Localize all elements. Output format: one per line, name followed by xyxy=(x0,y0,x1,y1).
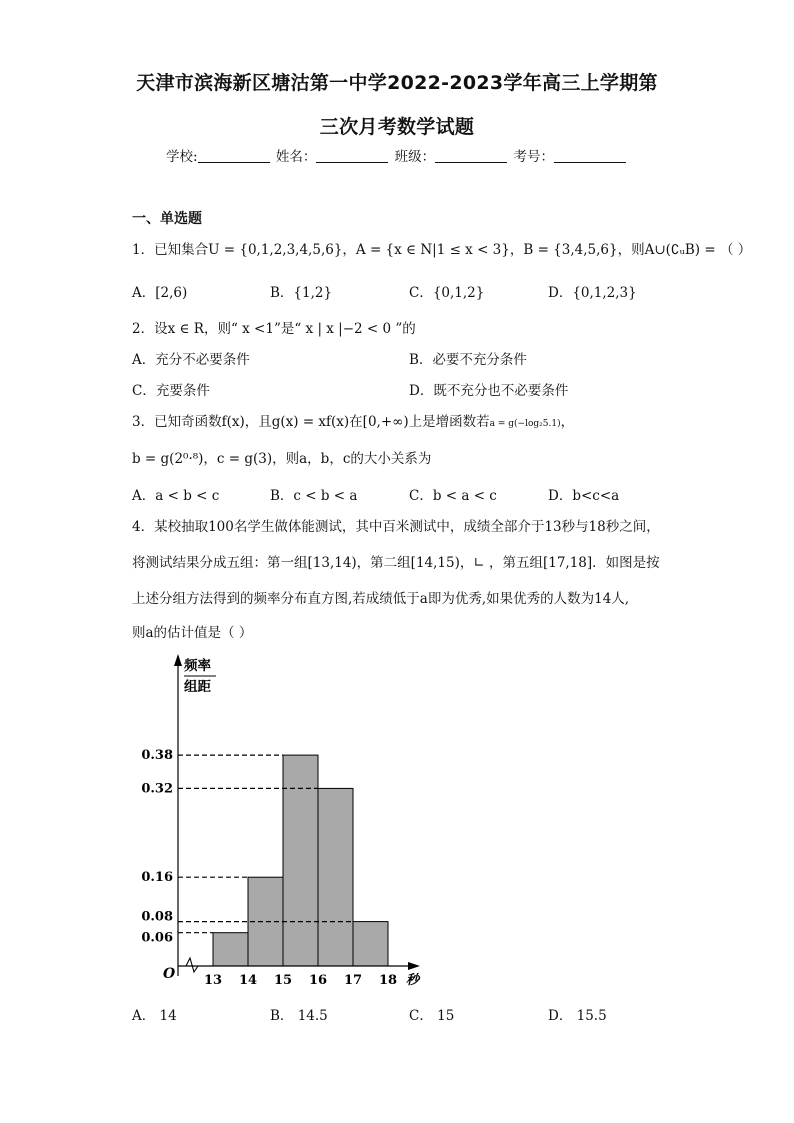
histogram-bar-17-18 xyxy=(353,922,388,966)
axis-break-icon xyxy=(186,958,198,972)
y-tick-label: 0.08 xyxy=(141,909,173,925)
histogram-bar-16-17 xyxy=(318,788,353,966)
q2-option-d: D．既不充分也不必要条件 xyxy=(409,383,569,399)
exam-number-blank xyxy=(554,149,626,163)
x-tick-label: 16 xyxy=(308,973,328,988)
student-info-row xyxy=(0,145,794,165)
q3-stem-formula: a = g(−log₂5.1) xyxy=(489,419,561,429)
q1-option-c: C．{0,1,2} xyxy=(409,285,485,301)
name-blank xyxy=(316,149,388,163)
q2-option-a: A．充分不必要条件 xyxy=(132,352,250,368)
x-tick-label: 15 xyxy=(273,973,293,988)
y-tick-label: 0.38 xyxy=(141,748,173,764)
x-tick-label: 14 xyxy=(238,973,258,988)
q2-option-c: C．充要条件 xyxy=(132,383,210,399)
name-label: 姓名： xyxy=(275,149,317,165)
y-tick-label: 0.16 xyxy=(141,870,173,886)
y-axis-arrow-icon xyxy=(174,654,182,666)
x-tick-label: 18 xyxy=(378,973,398,988)
q3-option-c: C．b < a < c xyxy=(409,488,497,504)
section-heading: 一、单选题 xyxy=(132,211,202,227)
exam-number-label: 考号： xyxy=(513,149,554,165)
q1-option-a: A．[2,6) xyxy=(132,285,188,301)
x-tick-label: 13 xyxy=(203,973,223,988)
page-title-line2: 三次月考数学试题 xyxy=(319,116,475,138)
class-blank xyxy=(435,149,507,163)
question-1-stem: 1．已知集合U = {0,1,2,3,4,5,6}，A = {x ∈ N|1 ≤ x < 3}，B = {3,4,5,6}，则A∪(∁ᵤB) = （ ） xyxy=(132,242,752,258)
question-4-line3: 上述分组方法得到的频率分布直方图,若成绩低于a即为优秀,如果优秀的人数为14人, xyxy=(132,591,630,607)
x-tick-label: 17 xyxy=(343,973,363,988)
question-4-line4: 则a的估计值是（ ） xyxy=(132,625,253,641)
question-3-stem-line1 xyxy=(132,410,574,430)
x-axis-label: 秒 xyxy=(406,973,420,988)
q4-option-c: C． 15 xyxy=(409,1008,455,1024)
q3-stem-comma: ， xyxy=(560,414,575,430)
question-3-stem-line2: b = g(2⁰·⁸)，c = g(3)，则a，b，c的大小关系为 xyxy=(132,451,432,467)
histogram-bar-15-16 xyxy=(283,755,318,966)
q2-option-b: B．必要不充分条件 xyxy=(409,352,527,368)
q1-option-d: D．{0,1,2,3} xyxy=(548,285,637,301)
origin-label: O xyxy=(163,966,176,982)
histogram-bar-13-14 xyxy=(213,933,248,966)
q3-option-a: A．a < b < c xyxy=(132,488,220,504)
q1-option-b: B．{1,2} xyxy=(270,285,333,301)
x-axis-arrow-icon xyxy=(408,962,420,970)
school-blank xyxy=(198,149,270,163)
q4-option-b: B． 14.5 xyxy=(270,1008,328,1024)
page-title-line1: 天津市滨海新区塘沽第一中学2022-2023学年高三上学期第 xyxy=(136,72,658,94)
q3-stem-part1: 3．已知奇函数f(x)，且g(x) = xf(x)在[0,+∞)上是增函数若 xyxy=(132,414,490,430)
frequency-histogram xyxy=(130,650,430,990)
class-label: 班级： xyxy=(394,149,436,165)
q4-option-a: A． 14 xyxy=(132,1008,177,1024)
y-tick-label: 0.06 xyxy=(141,930,173,946)
question-4-line1: 4．某校抽取100名学生做体能测试，其中百米测试中，成绩全部介于13秒与18秒之间， xyxy=(132,519,660,535)
q4-option-d: D． 15.5 xyxy=(548,1008,607,1024)
q3-option-d: D．b<c<a xyxy=(548,488,620,504)
school-label: 学校: xyxy=(166,149,198,165)
question-4-line2: 将测试结果分成五组：第一组[13,14)，第二组[14,15)，∟ ，第五组[17,18]．如图是按 xyxy=(132,555,660,571)
y-label-bottom: 组距 xyxy=(184,679,211,695)
y-tick-label: 0.32 xyxy=(141,781,173,797)
question-2-stem: 2．设x ∈ R，则“ x <1”是“ x | x |−2 < 0 ”的 xyxy=(132,321,416,337)
y-label-top: 频率 xyxy=(184,658,211,674)
q3-option-b: B．c < b < a xyxy=(270,488,358,504)
